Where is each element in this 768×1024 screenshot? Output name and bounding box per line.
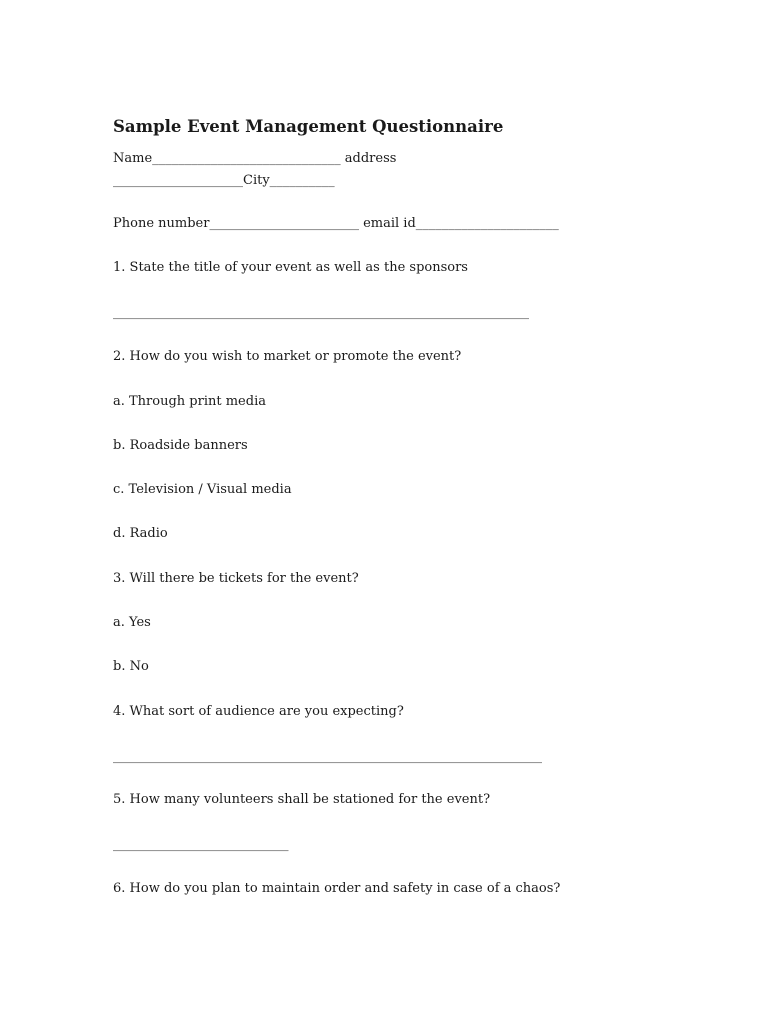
question-6: 6. How do you plan to maintain order and safety in case of a chaos? bbox=[113, 881, 561, 896]
question-2-option-a: a. Through print media bbox=[113, 394, 266, 409]
phone-email-field: Phone number_______________________ email id______________________ bbox=[113, 216, 559, 231]
question-2-option-c: c. Television / Visual media bbox=[113, 482, 292, 497]
name-address-field: Name_____________________________ address bbox=[113, 151, 397, 166]
question-1-answer-line: ________________________________________________________________ bbox=[113, 305, 529, 320]
question-3: 3. Will there be tickets for the event? bbox=[113, 571, 359, 586]
question-4-answer-line: __________________________________________________________________ bbox=[113, 749, 542, 764]
question-1: 1. State the title of your event as well as the sponsors bbox=[113, 260, 468, 275]
question-2-option-d: d. Radio bbox=[113, 526, 168, 541]
question-3-option-a: a. Yes bbox=[113, 615, 151, 630]
question-3-option-b: b. No bbox=[113, 659, 149, 674]
question-2-option-b: b. Roadside banners bbox=[113, 438, 248, 453]
city-field: ____________________City__________ bbox=[113, 173, 335, 188]
question-5-answer-line: ___________________________ bbox=[113, 837, 289, 852]
question-5: 5. How many volunteers shall be stationed for the event? bbox=[113, 792, 491, 807]
question-4: 4. What sort of audience are you expecting? bbox=[113, 704, 404, 719]
question-2: 2. How do you wish to market or promote the event? bbox=[113, 349, 462, 364]
page-title: Sample Event Management Questionnaire bbox=[113, 117, 504, 136]
